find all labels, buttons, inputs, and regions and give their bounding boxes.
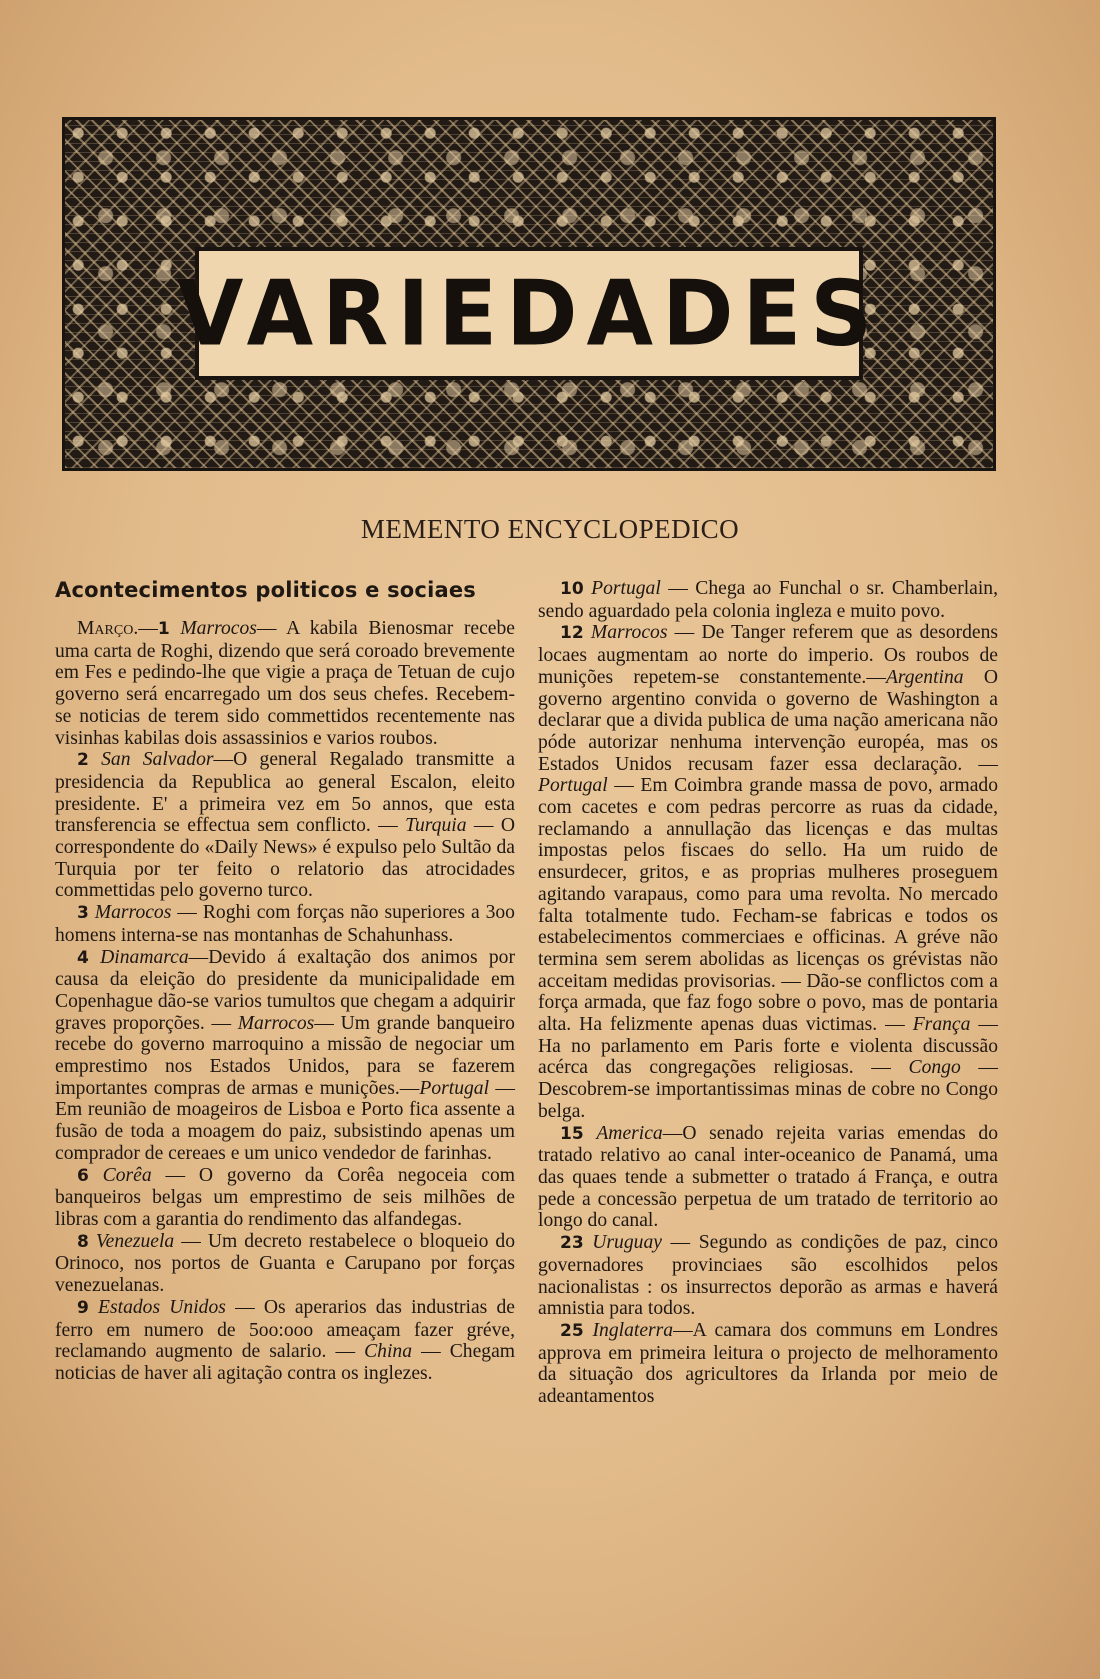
entry-place: Marrocos <box>94 902 172 924</box>
entry-text: — Descobrem-se importantissimas minas de cobre no Congo belga. <box>538 1057 998 1122</box>
entry-1: Março.—1 Marrocos— A kabila Bienosmar recebe uma carta de Roghi, dizendo que será coroado brevemente em Fes e pedindo-lhe que vigie a praça de Tetuan de cujo governo será encarregado um dos seus chefes. Recebem-se noticias de terem sido commettidos recentemente nas visinhas kabilas dois assassinios e varios roubos. <box>55 618 515 749</box>
entry-place: Marrocos <box>237 1012 315 1034</box>
entry-23 <box>538 1232 998 1320</box>
entry-text: — Chegam noticias de haver ali agitação contra os inglezes. <box>55 1341 516 1384</box>
entry-text: A kabila Bienosmar recebe uma carta de Roghi, dizendo que será coroado brevemente em Fes e pedindo-lhe que vigie a praça de Tetuan de cujo governo será encarregado um dos seus chefes. Recebem-se noticias de terem sido commettidos recentemente nas visinhas kabilas dois assassinios e varios roubos. <box>55 618 515 749</box>
entry-place: Portugal <box>538 775 608 797</box>
left-column <box>55 578 515 1385</box>
entry-text: — Chega ao Funchal o sr. Chamberlain, sendo aguardado pela colonia ingleza e muito povo. <box>538 578 999 622</box>
entry-place: Argentina <box>885 666 964 688</box>
entry-day: 23 <box>560 1233 584 1254</box>
entry-text: — Ha no parlamento em Paris forte e violenta discussão acérca das congregações religiosas. — <box>538 1014 998 1079</box>
banner-title: VARIEDADES <box>176 261 882 366</box>
right-column <box>538 578 998 1408</box>
entry-day: 1 <box>157 619 170 639</box>
entry-3 <box>55 902 515 946</box>
month-label: Março. <box>77 618 139 639</box>
entry-place: Marrocos <box>590 622 668 644</box>
entry-place: Turquia <box>405 815 467 837</box>
entry-place: Uruguay <box>592 1232 662 1254</box>
entry-place: Marrocos <box>180 618 257 639</box>
entry-place: Portugal <box>591 578 661 599</box>
entry-place: Dinamarca <box>100 946 189 968</box>
entry-place: Inglaterra <box>592 1319 674 1341</box>
entry-text: —A camara dos communs em Londres approva em primeira leitura o projecto de melhoramento da situação dos agricultores da Irlanda por meio de adeantamentos <box>538 1319 998 1408</box>
entry-day: 10 <box>560 579 584 599</box>
entry-day: 3 <box>77 903 89 924</box>
banner-title-box <box>176 247 882 380</box>
ornamental-banner <box>62 117 996 471</box>
entry-text: — Os aperarios das industrias de ferro em numero de 5oo:ooo ameaçam fazer gréve, reclamando augmento de salario. — <box>55 1296 515 1363</box>
entry-day: 6 <box>77 1165 89 1186</box>
entry-text: — O governo da Corêa negoceia com banqueiros belgas um emprestimo de seis milhões de libras com a garantia do rendimento das alfandegas. <box>55 1164 515 1230</box>
entry-10 <box>538 578 998 622</box>
entry-day: 8 <box>77 1231 89 1252</box>
entry-text: — Segundo as condições de paz, cinco governadores provinciaes são escolhidos pelos nacionalistas : os insurrectos deporão as armas e haverá amnistia para todos. <box>538 1232 998 1320</box>
entry-place: China <box>364 1341 413 1363</box>
entry-text: — Em reunião de moageiros de Lisboa e Porto fica assente a fusão de toda a moagem do paiz, subsistindo apenas um comprador de cereaes e um unico vendedor de farinhas. <box>55 1077 516 1164</box>
entry-6 <box>55 1165 515 1231</box>
entry-text: — Um grande banqueiro recebe do governo marroquino a missão de negociar um emprestimo nos Estados Unidos, para se fazerem importantes compras de armas e munições.— <box>55 1012 515 1099</box>
entry-place: Portugal <box>419 1077 490 1099</box>
entry-2: 2 San Salvador—O general Regalado transmitte a presidencia da Republica ao general Escalon, eleito presidente. E' a primeira vez em 5o annos, que esta transferencia se effectua sem conflicto. — Turquia — O correspondente do «Daily News» é expulso pelo Sultão da Turquia por ter feito o relatorio das atrocidades commettidas pelo governo turco. <box>55 749 516 902</box>
entry-day: 25 <box>560 1320 584 1341</box>
entry-text: —Devido á exaltação dos animos por causa da eleição do presidente da municipalidade em Copenhague dão-se varios tumultos que chegam a adquirir graves proporções. — <box>55 946 515 1034</box>
entry-15 <box>538 1123 998 1233</box>
entry-text: O governo argentino convida o governo de Washington a declarar que a divida publica de uma nação americana não póde autorizar nenhuma intervenção européa, mas os Estados Unidos recusam fazer essa declaração. — <box>538 666 998 775</box>
entry-text: — Um decreto restabelece o bloqueio do Orinoco, nos portos de Guanta e Carupano por forças venezuelanas. <box>55 1230 515 1297</box>
entry-day: 12 <box>560 623 584 644</box>
entry-text: — Em Coimbra grande massa de povo, armado com cacetes e com pedras percorre as ruas da cidade, reclamando a annullação das licenças e das multas impostas pelos fiscaes do sello. Ha um ruido de ensurdecer, gritos, e as proprias mulheres proseguem agitando varapaus, como para uma revolta. No mercado falta totalmente tudo. Fecham-se fabricas e todos os estabelecimentos commerciaes e officinas. A gréve não termina sem serem abolidas as licenças os grévistas não acceitam medidas provisorias. — Dão-se conflictos com a força armada, que faz fogo sobre o povo, mas de pontaria alta. Ha felizmente apenas duas victimas. — <box>538 775 998 1036</box>
entry-place: Congo <box>908 1057 961 1079</box>
entry-12 <box>538 622 998 1122</box>
entry-day: 9 <box>77 1297 89 1318</box>
entry-text: —O senado rejeita varias emendas do tratado relativo ao canal inter-oceanico de Panamá, uma das quaes tende a submetter o tratado á França, e outra pede a concessão perpetua de um tratado de territorio ao longo do canal. <box>538 1122 998 1232</box>
entry-day: 15 <box>560 1123 584 1144</box>
entry-8 <box>55 1231 515 1297</box>
entry-9 <box>55 1297 515 1385</box>
entry-25 <box>538 1320 998 1408</box>
section-subtitle: MEMENTO ENCYCLOPEDICO <box>360 514 740 544</box>
entry-place: Corêa <box>102 1164 152 1186</box>
entry-text: O general Regalado transmitte a presidencia da Republica ao general Escalon, eleito presidente. E' a primeira vez em 5o annos, que esta transferencia se effectua sem conflicto. — <box>55 749 515 837</box>
entry-place: Estados Unidos <box>98 1296 226 1318</box>
entry-place: França <box>912 1014 971 1036</box>
entry-text: — O correspondente do «Daily News» é expulso pelo Sultão da Turquia por ter feito o relatorio das atrocidades commettidas pelo governo turco. <box>55 815 516 902</box>
entry-day: 2 <box>77 750 89 771</box>
entry-place: San Salvador <box>101 749 214 771</box>
entry-place: America <box>596 1122 663 1144</box>
entry-text: — Roghi com forças não superiores a 3oo homens interna-se nas montanhas de Schahunhass. <box>55 902 515 946</box>
entry-day: 4 <box>77 947 89 968</box>
section-heading: Acontecimentos politicos e sociaes <box>55 578 476 602</box>
entry-place: Venezuela <box>95 1230 175 1252</box>
entry-4 <box>55 947 515 1165</box>
entry-text: — De Tanger referem que as desordens locaes augmentam ao norte do imperio. Os roubos de munições repetem-se constantemente.— <box>538 622 998 688</box>
